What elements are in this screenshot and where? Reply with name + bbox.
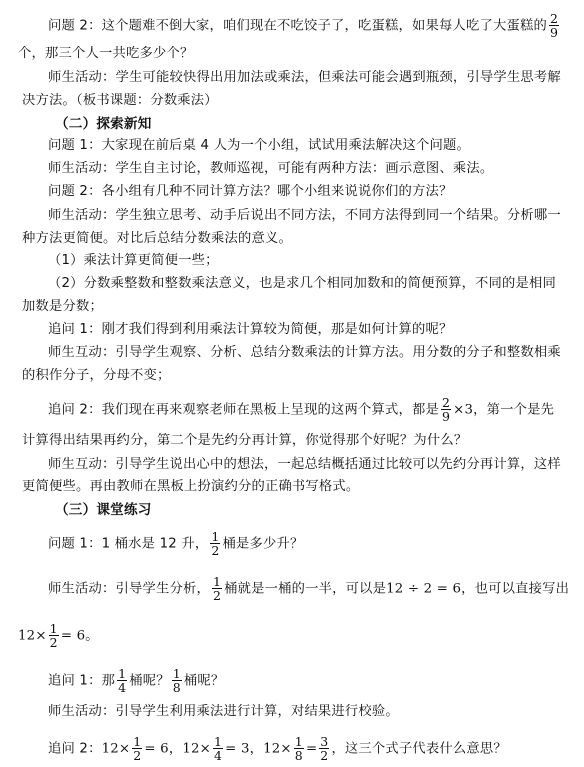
math-12-div-2: 12 ÷ 2 = 6: [386, 581, 462, 597]
heading-text: （三）课堂练习: [55, 502, 152, 518]
text: 决方法。（板书课题：分数乘法）: [22, 93, 218, 108]
line-interaction-1: [48, 344, 578, 362]
text: 师生活动：学生可能较快得出用加法或乘法，但乘法可能会遇到瓶颈，引导学生思考解: [48, 70, 561, 85]
text: 个，那三个人一共吃多少个？: [18, 46, 194, 61]
line-activity-3-cont: [22, 230, 578, 248]
fraction-1-8: [172, 667, 182, 694]
text: 桶就是一桶的一半，可以是: [224, 581, 387, 597]
denominator: 4: [118, 680, 127, 695]
text: 师生活动：引导学生利用乘法进行计算，对结果进行校验。: [48, 704, 399, 719]
text: 问题 2：各小组有几种不同计算方法？哪个小组来说说你们的方法？: [48, 184, 453, 199]
fraction-1-8: [294, 735, 304, 762]
math-text: =: [305, 741, 318, 757]
text: 。: [85, 628, 99, 644]
line-interaction-2: [48, 456, 578, 474]
line-followup-1: [48, 321, 578, 339]
line-activity-1-cont: [22, 92, 578, 110]
line-point-1: [48, 252, 578, 270]
fraction-1-2: [49, 622, 59, 649]
line-practice-activity-1-math: [18, 622, 578, 649]
denominator: 8: [294, 748, 303, 763]
fraction-1-4: [213, 735, 223, 762]
numerator: 1: [294, 734, 303, 749]
text: 问题 1：大家现在前后桌 4 人为一个小组，试试用乘法解决这个问题。: [48, 138, 471, 153]
line-practice-activity-1: [48, 575, 578, 602]
heading-text: （二）探索新知: [55, 116, 152, 132]
text: 桶呢？: [183, 673, 225, 689]
numerator: 2: [549, 11, 559, 26]
line-practice-activity-2: [48, 703, 578, 721]
line-practice-question-1: [48, 530, 578, 557]
text: 桶呢？: [129, 673, 170, 689]
numerator: 1: [214, 734, 223, 749]
numerator: 3: [320, 734, 329, 749]
fraction-1-4: [117, 667, 127, 694]
text: 更简便些。再由教师在黑板上扮演约分的正确书写格式。: [22, 479, 360, 494]
numerator: 1: [211, 529, 220, 544]
line-followup-2: [48, 396, 578, 423]
section-heading-practice: [55, 501, 578, 519]
numerator: 1: [49, 621, 58, 636]
text: 计算得出结果再约分，第二个是先约分再计算，你觉得那个好呢？为什么？: [22, 433, 468, 448]
text: 问题 1：1 桶水是 12 升，: [48, 536, 209, 552]
fraction-1-2: [212, 575, 222, 602]
text: ，这三个式子代表什么意思？: [331, 741, 507, 757]
numerator: 1: [212, 574, 222, 589]
math-text: 12×: [18, 628, 47, 644]
text: （1）乘法计算更简便一些；: [48, 253, 219, 268]
line-point-2: [48, 275, 578, 293]
line-activity-3: [48, 207, 578, 225]
text: 的积作分子，分母不变；: [22, 368, 171, 383]
text: 师生互动：引导学生说出心中的想法，一起总结概括通过比较可以先约分再计算，这样: [48, 457, 561, 472]
text: 种方法更简便。对比后总结分数乘法的意义。: [22, 231, 292, 246]
line-question-1: [48, 137, 578, 155]
math-text: = 3: [225, 741, 250, 757]
math-text: 12×: [182, 741, 212, 757]
line-activity-1: [48, 69, 578, 87]
text: 加数是分数；: [22, 299, 103, 314]
line-activity-2: [48, 160, 578, 178]
denominator: 2: [211, 543, 220, 558]
fraction-2-9: [441, 396, 451, 423]
text: 追问 2：我们现在再来观察老师在黑板上呈现的这两个算式，都是: [48, 402, 439, 418]
denominator: 2: [320, 748, 329, 763]
text: 师生互动：引导学生观察、分析、总结分数乘法的计算方法。用分数的分子和整数相乘: [48, 345, 561, 360]
line-interaction-1-cont: [22, 367, 578, 385]
text: ，第一个是先: [473, 402, 555, 418]
text: 问题 2：这个题难不倒大家，咱们现在不吃饺子了，吃蛋糕，如果每人吃了大蛋糕的: [48, 18, 547, 34]
math-text: 12×: [263, 741, 292, 757]
text: 师生活动：学生独立思考、动手后说出不同方法，不同方法得到同一个结果。分析哪一: [48, 208, 561, 223]
line-question-2-intro: [48, 12, 578, 39]
fraction-1-2: [210, 530, 220, 557]
text: 追问 2：: [48, 741, 102, 757]
separator: ，: [249, 741, 264, 757]
denominator: 8: [172, 680, 181, 695]
numerator: 2: [442, 395, 451, 410]
math-text: 12×: [101, 741, 131, 757]
numerator: 1: [172, 666, 181, 681]
math-text: = 6: [60, 628, 86, 644]
numerator: 1: [118, 666, 127, 681]
fraction-1-2: [132, 735, 142, 762]
text: （2）分数乘整数和整数乘法意义，也是求几个相同加数和的简便预算，不同的是相同: [48, 276, 557, 291]
line-practice-followup-1: [48, 667, 578, 694]
math-text: = 6: [144, 741, 169, 757]
line-question-2b: [48, 183, 578, 201]
denominator: 9: [549, 25, 559, 40]
line-followup-2-cont: [22, 432, 578, 450]
text: 桶是多少升？: [222, 536, 304, 552]
section-heading-explore: [55, 115, 578, 133]
denominator: 2: [212, 588, 222, 603]
denominator: 2: [49, 635, 58, 650]
text: ，也可以直接写出: [461, 581, 570, 597]
line-question-2-cont: [18, 45, 578, 63]
fraction-2-9: [549, 12, 559, 39]
line-point-2-cont: [22, 298, 578, 316]
text: 追问 1：刚才我们得到利用乘法计算较为简便，那是如何计算的呢？: [48, 322, 453, 337]
fraction-3-2: [319, 735, 329, 762]
separator: ，: [168, 741, 183, 757]
text: 师生活动：引导学生分析，: [48, 581, 210, 597]
line-practice-followup-2: [48, 735, 578, 762]
math-times-3: ×3: [453, 402, 474, 418]
denominator: 2: [133, 748, 142, 763]
text: 追问 1：那: [48, 673, 116, 689]
numerator: 1: [133, 734, 142, 749]
denominator: 4: [214, 748, 223, 763]
denominator: 9: [442, 409, 451, 424]
line-interaction-2-cont: [22, 478, 578, 496]
text: 师生活动：学生自主讨论，教师巡视，可能有两种方法：画示意图、乘法。: [48, 161, 494, 176]
